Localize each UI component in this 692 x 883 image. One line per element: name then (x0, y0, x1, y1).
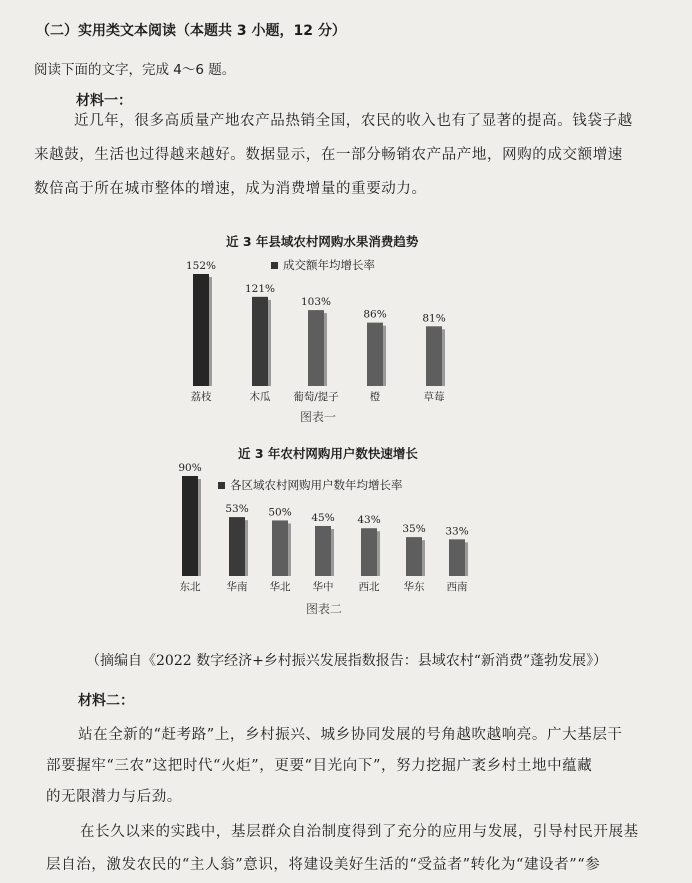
chart2-bar-side (198, 479, 201, 576)
material2-line-4: 在长久以来的实践中，基层群众自治制度得到了充分的应用与发展，引导村民开展基 (80, 824, 639, 840)
material1-line-3: 数倍高于所在城市整体的增速，成为消费增量的重要动力。 (34, 181, 427, 197)
chart2-bar (406, 537, 422, 576)
chart1-bar-side (383, 326, 386, 386)
chart1-legend-swatch (271, 262, 278, 269)
chart1-legend-label: 成交额年均增长率 (283, 258, 375, 272)
chart2-value-label: 50% (268, 506, 292, 519)
chart2-value-label: 45% (311, 512, 335, 524)
chart2-bar (229, 517, 245, 576)
section-heading: （二）实用类文本阅读（本题共 3 小题，12 分） (36, 23, 346, 39)
chart2-value-label: 35% (402, 523, 426, 536)
chart2-bar-side (465, 542, 468, 576)
chart1-category-label: 葡萄/提子 (293, 391, 339, 403)
chart2-bar (449, 539, 465, 576)
chart2-value-label: 33% (445, 525, 469, 538)
material2-label: 材料二： (78, 693, 134, 709)
chart2-value-label: 53% (225, 503, 249, 516)
chart1-bar (252, 297, 268, 386)
chart1-fruit-growth (0, 250, 692, 403)
material1-line-2: 来越鼓，生活也过得越来越好。数据显示，在一部分畅销农产品产地，网购的成交额增速 (34, 147, 623, 163)
chart2-caption: 图表二 (306, 602, 343, 616)
material2-line-1: 站在全新的“赶考路”上，乡村振兴、城乡协同发展的号角越吹越响亮。广大基层干 (78, 727, 623, 743)
chart2-bar-side (331, 529, 334, 576)
material2-line-2: 部要握牢“三农”这把时代“火炬”，更要“目光向下”，努力挖掘广袤乡村土地中蕴藏 (46, 758, 593, 774)
chart1-bar (308, 310, 324, 386)
chart1-value-label: 121% (244, 282, 276, 295)
material2-line-3: 的无限潜力与后劲。 (46, 789, 182, 805)
chart2-bar-side (288, 523, 291, 576)
chart1-bar-side (209, 277, 212, 386)
chart1-value-label: 103% (300, 296, 332, 309)
instruction: 阅读下面的文字，完成 4～6 题。 (34, 62, 236, 78)
chart1-bar-side (442, 329, 445, 386)
source-citation: （摘编自《2022 数字经济+乡村振兴发展指数报告：县域农村“新消费”蓬勃发展》） (86, 653, 608, 669)
material1-line-1: 近几年，很多高质量产地农产品热销全国，农民的收入也有了显著的提高。钱袋子越 (74, 113, 633, 129)
chart2-title: 近 3 年农村网购用户数快速增长 (238, 446, 418, 461)
chart2-bar-side (422, 540, 425, 576)
chart2-legend-label: 各区域农村网购用户数年均增长率 (230, 478, 403, 492)
chart1-bar (193, 274, 209, 386)
chart2-legend-swatch (218, 482, 225, 489)
chart1-bar-side (324, 313, 327, 386)
chart2-category-label: 华中 (312, 581, 334, 593)
chart1-bar-side (268, 300, 271, 386)
material1-label: 材料一： (76, 93, 132, 109)
chart2-category-label: 西南 (446, 581, 468, 593)
chart2-category-label: 华东 (403, 581, 425, 593)
chart2-value-label: 43% (357, 514, 381, 527)
material2-line-5: 层自治，激发农民的“主人翁”意识，将建设美好生活的“受益者”转化为“建设者”“参 (46, 857, 601, 873)
chart1-category-label: 橙 (369, 391, 381, 403)
chart1-bar (426, 326, 442, 386)
chart2-bar-side (377, 531, 380, 576)
chart1-category-label: 荔枝 (190, 391, 212, 403)
chart2-bar (182, 476, 198, 576)
chart2-user-growth (0, 462, 692, 600)
chart1-value-label: 152% (185, 260, 217, 272)
chart1-caption: 图表一 (300, 410, 337, 424)
chart2-bar (315, 526, 331, 576)
chart2-category-label: 西北 (358, 581, 380, 593)
chart1-category-label: 木瓜 (249, 391, 271, 403)
chart1-value-label: 81% (422, 312, 446, 325)
chart2-value-label: 90% (178, 462, 202, 474)
chart2-bar (361, 528, 377, 576)
chart1-title: 近 3 年县域农村网购水果消费趋势 (226, 234, 419, 249)
chart1-value-label: 86% (363, 308, 387, 321)
chart1-bar (367, 323, 383, 386)
chart2-category-label: 东北 (179, 581, 201, 593)
chart2-bar-side (245, 520, 248, 576)
chart2-bar (272, 520, 288, 576)
chart1-category-label: 草莓 (423, 391, 445, 403)
chart2-category-label: 华南 (226, 581, 248, 593)
chart2-category-label: 华北 (269, 581, 291, 593)
